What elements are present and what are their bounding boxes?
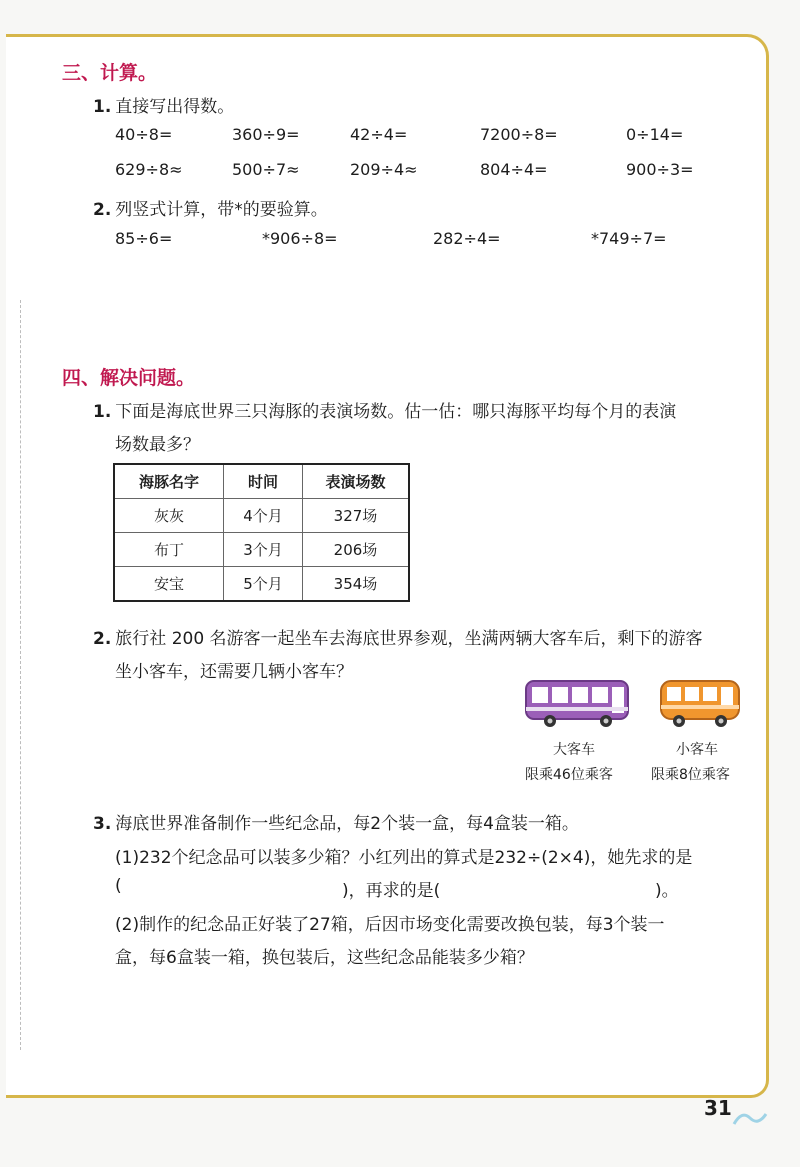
question-4-3 [93,809,579,834]
question-4-2 [93,624,703,649]
question-number: 2. [93,629,112,649]
question-text-cont: 坐小客车，还需要几辆小客车？ [115,662,353,682]
dolphin-table [113,463,410,602]
sub-question-2-cont: 盒，每6盒装一箱，换包装后，这些纪念品能装多少箱？ [115,948,534,968]
table-cell: 4个月 [224,499,303,533]
answer-blank-end: )。 [655,881,679,901]
question-text: 直接写出得数。 [115,97,235,117]
table-cell: 布丁 [114,533,224,567]
big-bus-icon [524,677,632,729]
table-header: 表演场数 [303,464,410,499]
question-text: 旅行社 200 名游客一起坐车去海底世界参观，坐满两辆大客车后，剩下的游客 [115,629,703,649]
big-bus-limit: 限乘46位乘客 [525,767,613,783]
table-cell: 安宝 [114,567,224,602]
question-text-cont: 场数最多？ [115,435,200,455]
table-row [114,499,409,533]
answer-blank-open: ( [115,876,122,896]
small-bus-limit: 限乘8位乘客 [651,767,730,783]
table-header: 时间 [224,464,303,499]
question-text: 下面是海底世界三只海豚的表演场数。估一估：哪只海豚平均每个月的表演 [115,402,677,422]
answer-blank-mid: )，再求的是( [342,881,441,901]
table-row [114,533,409,567]
question-4-1 [93,397,676,422]
expression: 40÷8= [115,125,173,144]
table-cell: 3个月 [224,533,303,567]
section-3-title: 三、计算。 [62,62,158,84]
question-text: 海底世界准备制作一些纪念品，每2个装一盒，每4盒装一箱。 [115,814,579,834]
table-header: 海豚名字 [114,464,224,499]
sub-question-2: (2)制作的纪念品正好装了27箱，后因市场变化需要改换包装，每3个装一 [115,915,665,935]
question-text: 列竖式计算，带*的要验算。 [115,200,328,220]
big-bus-name: 大客车 [553,742,595,758]
table-cell: 206场 [303,533,410,567]
table-cell: 灰灰 [114,499,224,533]
table-cell: 354场 [303,567,410,602]
expression: 282÷4= [433,229,501,248]
expression: 7200÷8= [480,125,558,144]
table-cell: 5个月 [224,567,303,602]
small-bus-name: 小客车 [676,742,718,758]
question-number: 1. [93,402,112,422]
expression: 804÷4= [480,160,548,179]
question-3-1 [93,92,234,117]
binding-line [20,300,21,1050]
expression: 42÷4= [350,125,408,144]
question-3-2 [93,195,328,220]
sub-question-1: (1)232个纪念品可以装多少箱？小红列出的算式是232÷(2×4)，她先求的是 [115,848,693,868]
small-bus-icon [659,677,741,729]
expression: 85÷6= [115,229,173,248]
section-4-title: 四、解决问题。 [62,367,196,389]
expression: 0÷14= [626,125,684,144]
expression: 500÷7≈ [232,160,300,179]
expression: 629÷8≈ [115,160,183,179]
table-header-row [114,464,409,499]
table-cell: 327场 [303,499,410,533]
page-number: 31 [704,1096,732,1120]
expression: 900÷3= [626,160,694,179]
expression: *749÷7= [591,229,667,248]
table-row [114,567,409,602]
expression: *906÷8= [262,229,338,248]
expression: 360÷9= [232,125,300,144]
expression: 209÷4≈ [350,160,418,179]
wave-icon [732,1108,768,1128]
question-number: 1. [93,97,112,117]
question-number: 2. [93,200,112,220]
question-number: 3. [93,814,112,834]
